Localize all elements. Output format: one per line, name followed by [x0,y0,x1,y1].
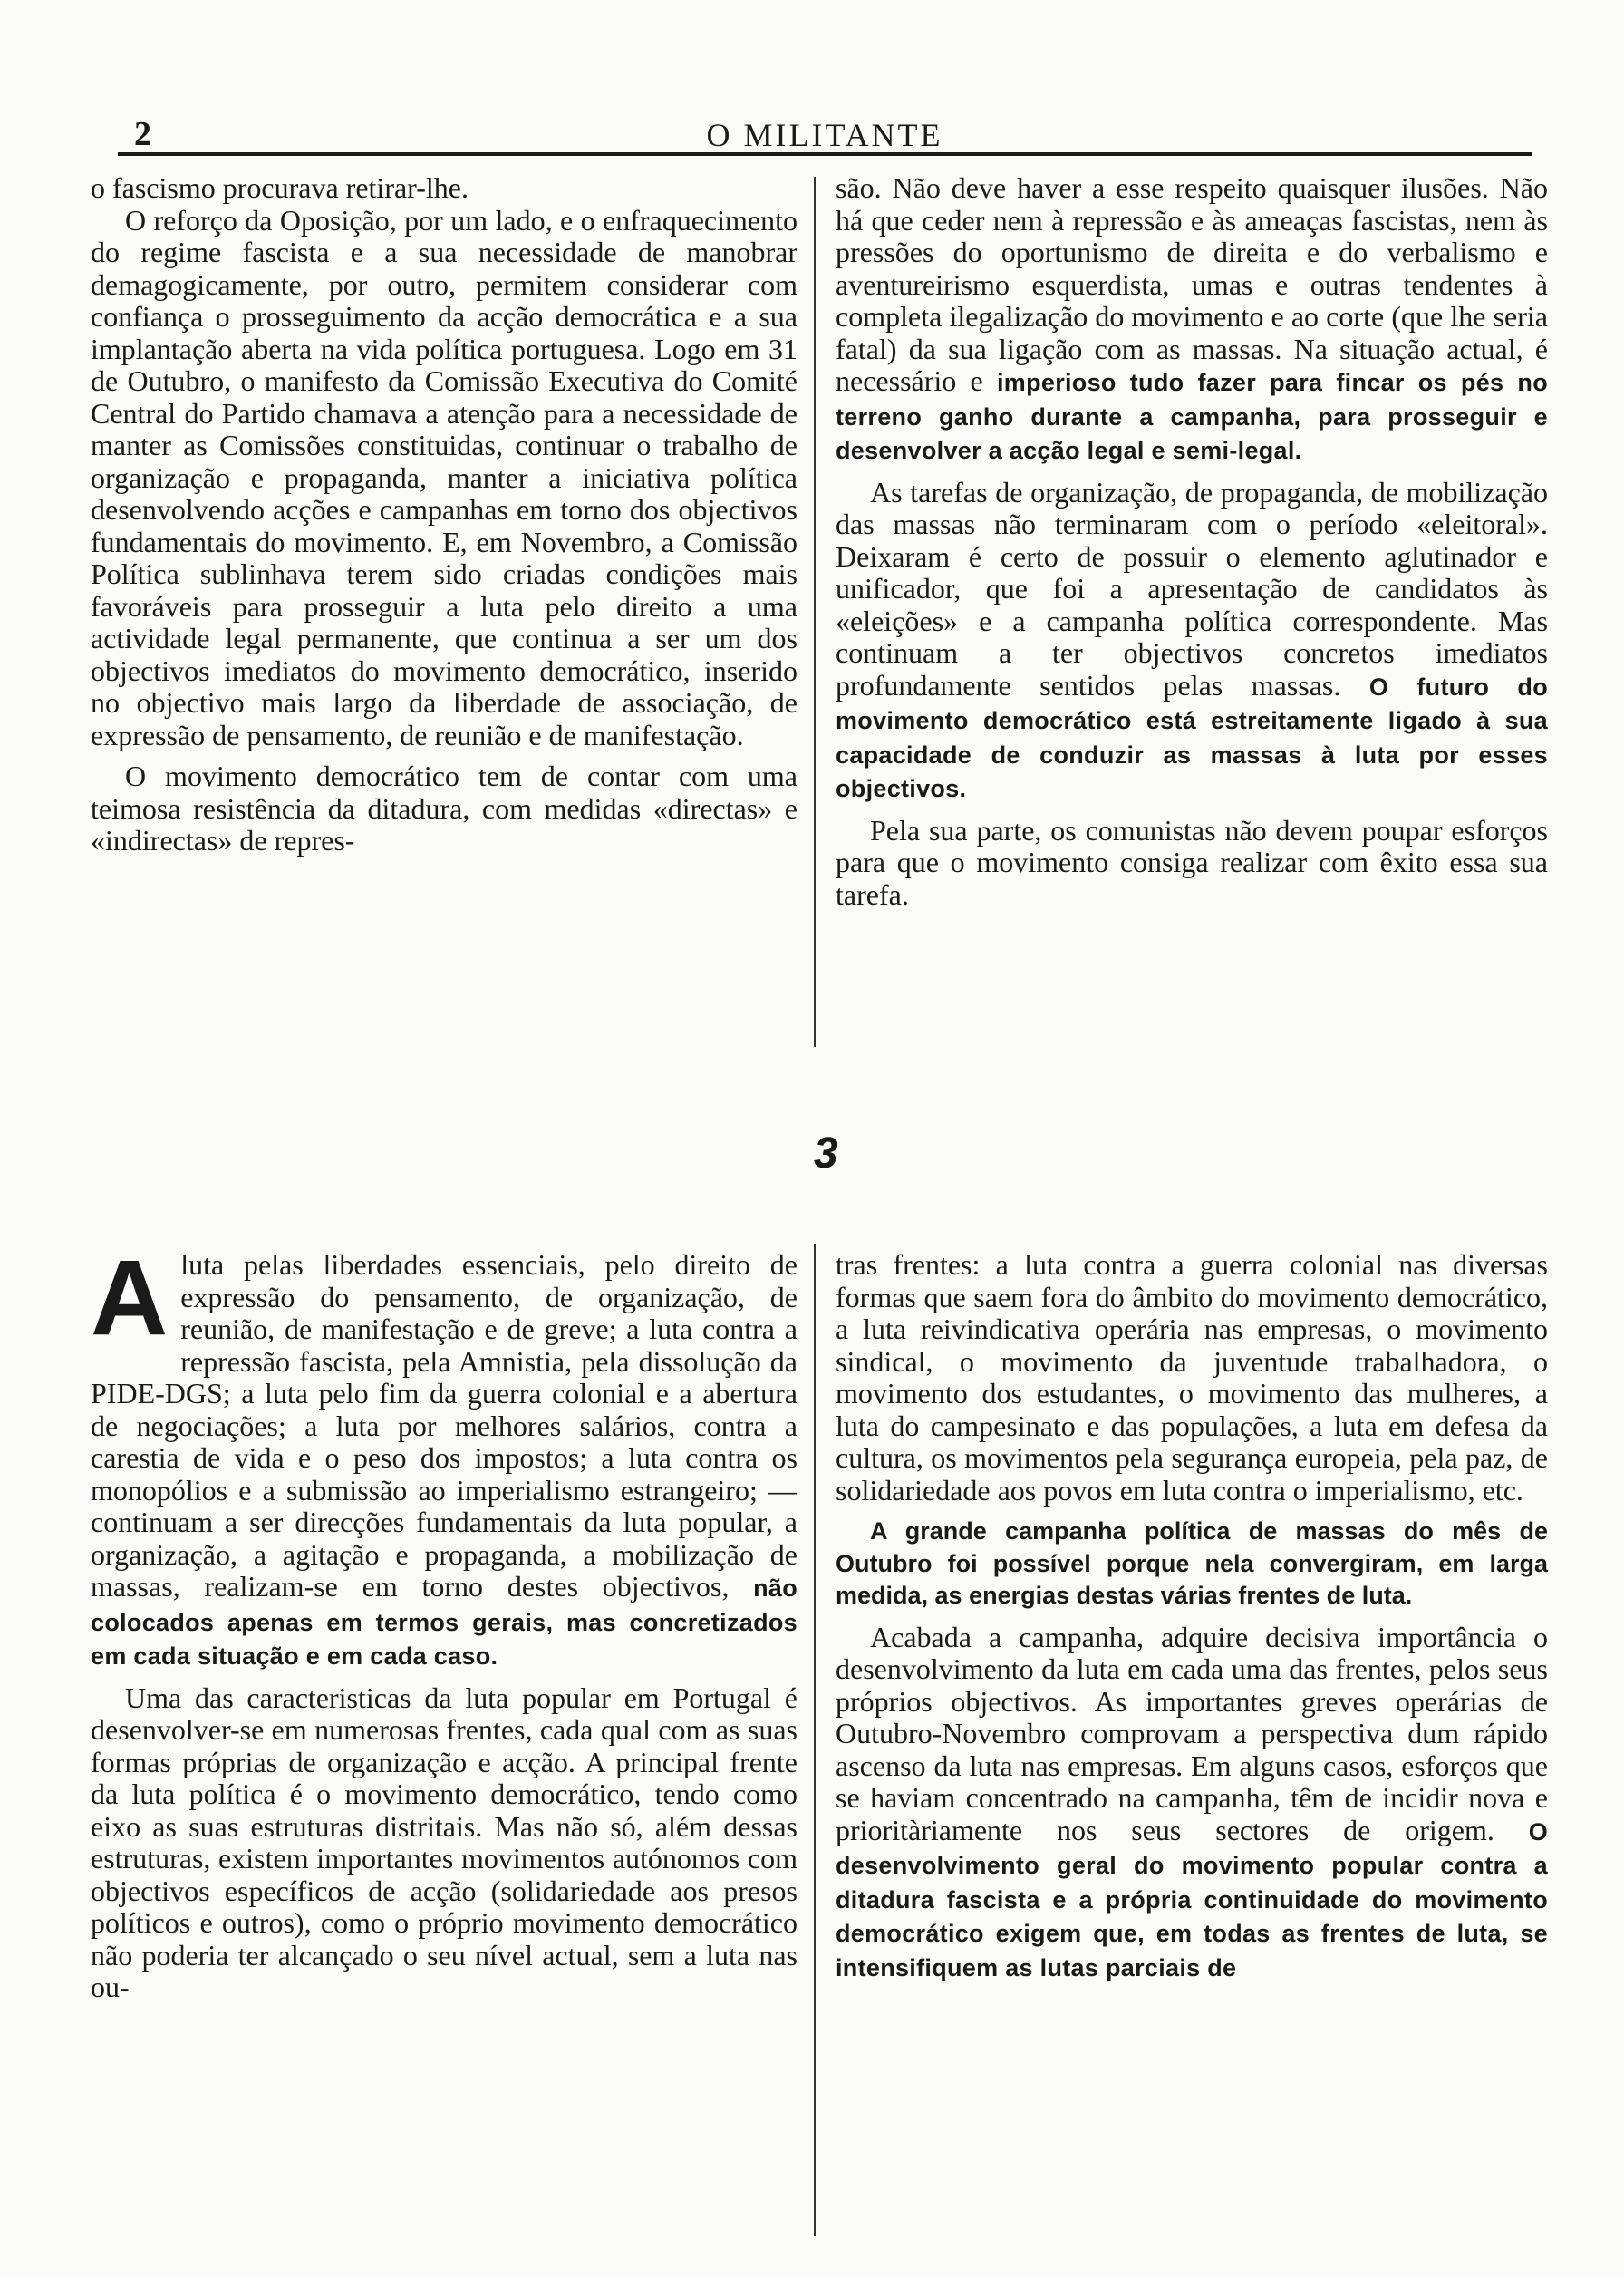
paragraph: Pela sua parte, os comunistas não devem poupar esforços para que o movimento consiga realizar com êxito essa sua tarefa. [836,813,1548,911]
emphasis-text: O desenvolvimento geral do movimento popular contra a ditadura fascista e a própria continuidade do movimento democrático exigem que, em todas as frentes de luta, se intensifiquem as lutas parciais de [836,1817,1548,1981]
bottom-left-column [91,1238,798,2004]
paragraph: Uma das caracteristicas da luta popular em Portugal é desenvolver-se em numerosas frentes, cada qual com as suas formas próprias de organização e acção. A principal frente da luta política é o movimento democrático, tendo como eixo as suas estruturas distritais. Mas não só, além dessas estruturas, existem importantes movimentos autónomos com objectivos específicos de acção (solidariedade aos presos políticos e outros), como o próprio movimento democrático não poderia ter alcançado o seu nível actual, sem a luta nas ou- [91,1681,798,2003]
bottom-right-column [836,1249,1548,1984]
top-left-column [91,172,798,858]
paragraph: tras frentes: a luta contra a guerra colonial nas diversas formas que saem fora do âmbito do movimento democrático, a luta reivindicativa operária nas empresas, o movimento sindical, o movimento da juventude trabalhadora, o movimento dos estudantes, o movimento das mulheres, a luta do campesinato e das populações, a luta em defesa da cultura, os movimentos pela segurança europeia, pela paz, de solidariedade aos povos em luta contra o imperialismo, etc. [836,1248,1548,1507]
top-right-column [836,172,1548,911]
masthead: O MILITANTE [706,117,943,153]
emphasis-text: não colocados apenas em termos gerais, mas concretizados em cada situação e em cada caso. [91,1575,798,1670]
column-divider [814,177,816,1047]
paragraph-text: são. Não deve haver a esse respeito quaisquer ilusões. Não há que ceder nem à repressão e às ameaças fascistas, nem às pressões do oportunismo de direita e do verbalismo e aventureirismo esquerdista, umas e outras tendentes à completa ilegalização do movimento e ao corte (que lhe seria fatal) da sua ligação com as massas. Na situação actual, é necessário e [836,171,1548,397]
paragraph [91,1238,798,1673]
paragraph-text: Acabada a campanha, adquire decisiva importância o desenvolvimento da luta em cada uma das frentes, pelos seus próprios objectivos. As importantes greves operárias de Outubro-Novembro comprovam a perspectiva dum rápido ascenso da luta nas empresas. Em alguns casos, esforços que se haviam concentrado na campanha, têm de incidir nova e prioritàriamente nos seus sectores de origem. [836,1620,1548,1846]
paragraph [836,172,1548,468]
paragraph-bold: A grande campanha política de massas do mês de Outubro foi possível porque nela convergiram, em larga medida, as energias destas várias frentes de luta. [836,1517,1548,1609]
paragraph: O reforço da Oposição, por um lado, e o enfraquecimento do regime fascista e a sua necessidade de manobrar demagogicamente, por outro, permitem considerar com confiança o prosseguimento da acção democrática e a sua implantação aberta na vida política portuguesa. Logo em 31 de Outubro, o manifesto da Comissão Executiva do Comité Central do Partido chamava a atenção para a necessidade de manter as Comissões constituidas, continuar o trabalho de organização e propaganda, manter a iniciativa política desenvolvendo acções e campanhas em torno dos objectivos fundamentais do movimento. E, em Novembro, a Comissão Política sublinhava terem sido criadas condições mais favoráveis para prosseguir a luta pelo direito a uma actividade legal permanente, que continua a ser um dos objectivos imediatos do movimento democrático, inserido no objectivo mais largo da liberdade de associação, de expressão de pensamento, de reunião e de manifestação. [91,203,798,751]
page-number: 2 [134,115,151,153]
paragraph-text: luta pelas liberdades essenciais, pelo direito de expressão do pensamento, de organização, de reunião, de manifestação e de greve; a luta contra a repressão fascista, pela Amnistia, pela dissolução da PIDE-DGS; a luta pelo fim da guerra colonial e a abertura de negociações; a luta por melhores salários, contra a carestia de vida e o peso dos impostos; a luta contra os monopólios e a submissão ao imperialismo estrangeiro; — continuam a ser direcções fundamentais da luta popular, a organização, a agitação e propaganda, a mobilização de massas, realizam-se em torno destes objectivos, [91,1248,798,1603]
emphasis-text: imperioso tudo fazer para fincar os pés no terreno ganho durante a campanha, para prosseguir e desenvolver a acção legal e semi-legal. [836,369,1548,464]
column-divider [814,1244,816,2236]
paragraph [836,1622,1548,1985]
paragraph [836,477,1548,806]
drop-cap: A [91,1238,169,1358]
emphasis-text: O futuro do movimento democrático está estreitamente ligado à sua capacidade de conduzir as massas à luta por esses objectivos. [836,673,1548,802]
paragraph: o fascismo procurava retirar-lhe. [91,171,469,204]
header-rule [118,152,1532,156]
paragraph: O movimento democrático tem de contar com uma teimosa resistência da ditadura, com medidas «directas» e «indirectas» de repres- [91,760,798,857]
section-number: 3 [814,1129,838,1177]
paragraph-text: As tarefas de organização, de propaganda, de mobilização das massas não terminaram com o período «eleitoral». Deixaram é certo de possuir o elemento aglutinador e unificador, que foi a apresentação de candidatos às «eleições» e a campanha política correspondente. Mas continuam a ter objectivos concretos imediatos profundamente sentidos pelas massas. [836,475,1548,702]
